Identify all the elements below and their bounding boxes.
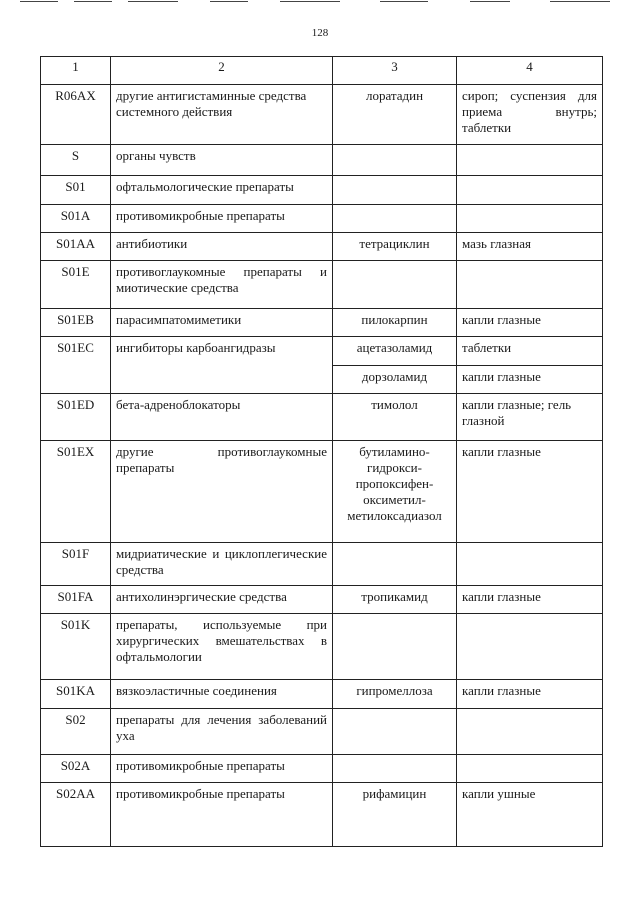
drug-name-cell — [333, 709, 457, 755]
dosage-form-cell — [457, 205, 603, 233]
group-name-cell: другие противоглаукомные препараты — [111, 441, 333, 543]
table-row — [41, 85, 603, 145]
group-name-cell: препараты для лечения заболеваний уха — [111, 709, 333, 755]
atc-code-cell: S01EB — [41, 309, 111, 337]
dosage-form-cell: мазь глазная — [457, 233, 603, 261]
drug-name-cell — [333, 755, 457, 783]
group-name-cell: противомикробные препараты — [111, 205, 333, 233]
dosage-form-cell — [457, 176, 603, 205]
table-row — [41, 337, 603, 366]
drug-classification-table — [40, 56, 603, 847]
group-name-cell: противомикробные препараты — [111, 755, 333, 783]
drug-name-cell: тропикамид — [333, 586, 457, 614]
drug-name-cell: ацетазоламид — [333, 337, 457, 366]
group-name-cell: парасимпатомиметики — [111, 309, 333, 337]
group-name-cell: бета-адреноблокаторы — [111, 394, 333, 441]
atc-code-cell: S02A — [41, 755, 111, 783]
table-row — [41, 233, 603, 261]
dosage-form-cell — [457, 261, 603, 309]
table-row — [41, 145, 603, 176]
drug-name-cell: рифамицин — [333, 783, 457, 847]
atc-code-cell: S01EX — [41, 441, 111, 543]
header-col-4: 4 — [457, 57, 603, 85]
table-row — [41, 394, 603, 441]
drug-name-cell — [333, 614, 457, 680]
group-name-cell: противомикробные препараты — [111, 783, 333, 847]
dosage-form-cell: капли глазные — [457, 366, 603, 394]
drug-name-cell — [333, 205, 457, 233]
drug-name-cell: дорзоламид — [333, 366, 457, 394]
drug-name-cell — [333, 261, 457, 309]
group-name-cell: вязкоэластичные соединения — [111, 680, 333, 709]
table-row — [41, 176, 603, 205]
drug-name-cell: лоратадин — [333, 85, 457, 145]
table-row — [41, 709, 603, 755]
table-row — [41, 205, 603, 233]
table-row — [41, 614, 603, 680]
header-col-1: 1 — [41, 57, 111, 85]
dosage-form-cell: таблетки — [457, 337, 603, 366]
page-top-rule — [0, 0, 640, 6]
group-name-cell: антибиотики — [111, 233, 333, 261]
table-row — [41, 309, 603, 337]
atc-code-cell: S01FA — [41, 586, 111, 614]
dosage-form-cell — [457, 614, 603, 680]
atc-code-cell: S01KA — [41, 680, 111, 709]
drug-name-cell — [333, 176, 457, 205]
drug-name-cell: бутиламино-гидрокси-пропоксифен-оксиметил-метилоксадиазол — [333, 441, 457, 543]
dosage-form-cell: капли глазные — [457, 680, 603, 709]
drug-name-cell — [333, 543, 457, 586]
atc-code-cell: S01ED — [41, 394, 111, 441]
group-name-cell: ингибиторы карбоангидразы — [111, 337, 333, 394]
dosage-form-cell — [457, 709, 603, 755]
atc-code-cell: S02AA — [41, 783, 111, 847]
group-name-cell: противоглаукомные препараты и миотические средства — [111, 261, 333, 309]
atc-code-cell: S01E — [41, 261, 111, 309]
atc-code-cell: S01A — [41, 205, 111, 233]
atc-code-cell: S01 — [41, 176, 111, 205]
atc-code-cell: R06AX — [41, 85, 111, 145]
dosage-form-cell — [457, 543, 603, 586]
header-col-2: 2 — [111, 57, 333, 85]
group-name-cell: другие антигистаминные средства системного действия — [111, 85, 333, 145]
atc-code-cell: S01K — [41, 614, 111, 680]
table-row — [41, 783, 603, 847]
group-name-cell: антихолинэргические средства — [111, 586, 333, 614]
group-name-cell: офтальмологические препараты — [111, 176, 333, 205]
dosage-form-cell — [457, 755, 603, 783]
page-number: 128 — [311, 27, 329, 39]
drug-name-cell — [333, 145, 457, 176]
drug-name-cell: пилокарпин — [333, 309, 457, 337]
atc-code-cell: S01EC — [41, 337, 111, 394]
group-name-cell: органы чувств — [111, 145, 333, 176]
dosage-form-cell: капли глазные — [457, 441, 603, 543]
drug-name-cell: тетрациклин — [333, 233, 457, 261]
atc-code-cell: S02 — [41, 709, 111, 755]
atc-code-cell: S01AA — [41, 233, 111, 261]
table-row — [41, 261, 603, 309]
group-name-cell: препараты, используемые при хирургических вмешательствах в офтальмологии — [111, 614, 333, 680]
group-name-cell: мидриатические и циклоплегические средства — [111, 543, 333, 586]
table-header-row — [41, 57, 603, 85]
atc-code-cell: S — [41, 145, 111, 176]
dosage-form-cell: капли ушные — [457, 783, 603, 847]
dosage-form-cell: капли глазные; гель глазной — [457, 394, 603, 441]
table-row — [41, 441, 603, 543]
dosage-form-cell: сироп; суспензия для приема внутрь; таблетки — [457, 85, 603, 145]
atc-code-cell: S01F — [41, 543, 111, 586]
dosage-form-cell — [457, 145, 603, 176]
table-row — [41, 586, 603, 614]
header-col-3: 3 — [333, 57, 457, 85]
dosage-form-cell: капли глазные — [457, 586, 603, 614]
table-row — [41, 543, 603, 586]
dosage-form-cell: капли глазные — [457, 309, 603, 337]
drug-name-cell: тимолол — [333, 394, 457, 441]
table-row — [41, 755, 603, 783]
table-row — [41, 680, 603, 709]
drug-name-cell: гипромеллоза — [333, 680, 457, 709]
